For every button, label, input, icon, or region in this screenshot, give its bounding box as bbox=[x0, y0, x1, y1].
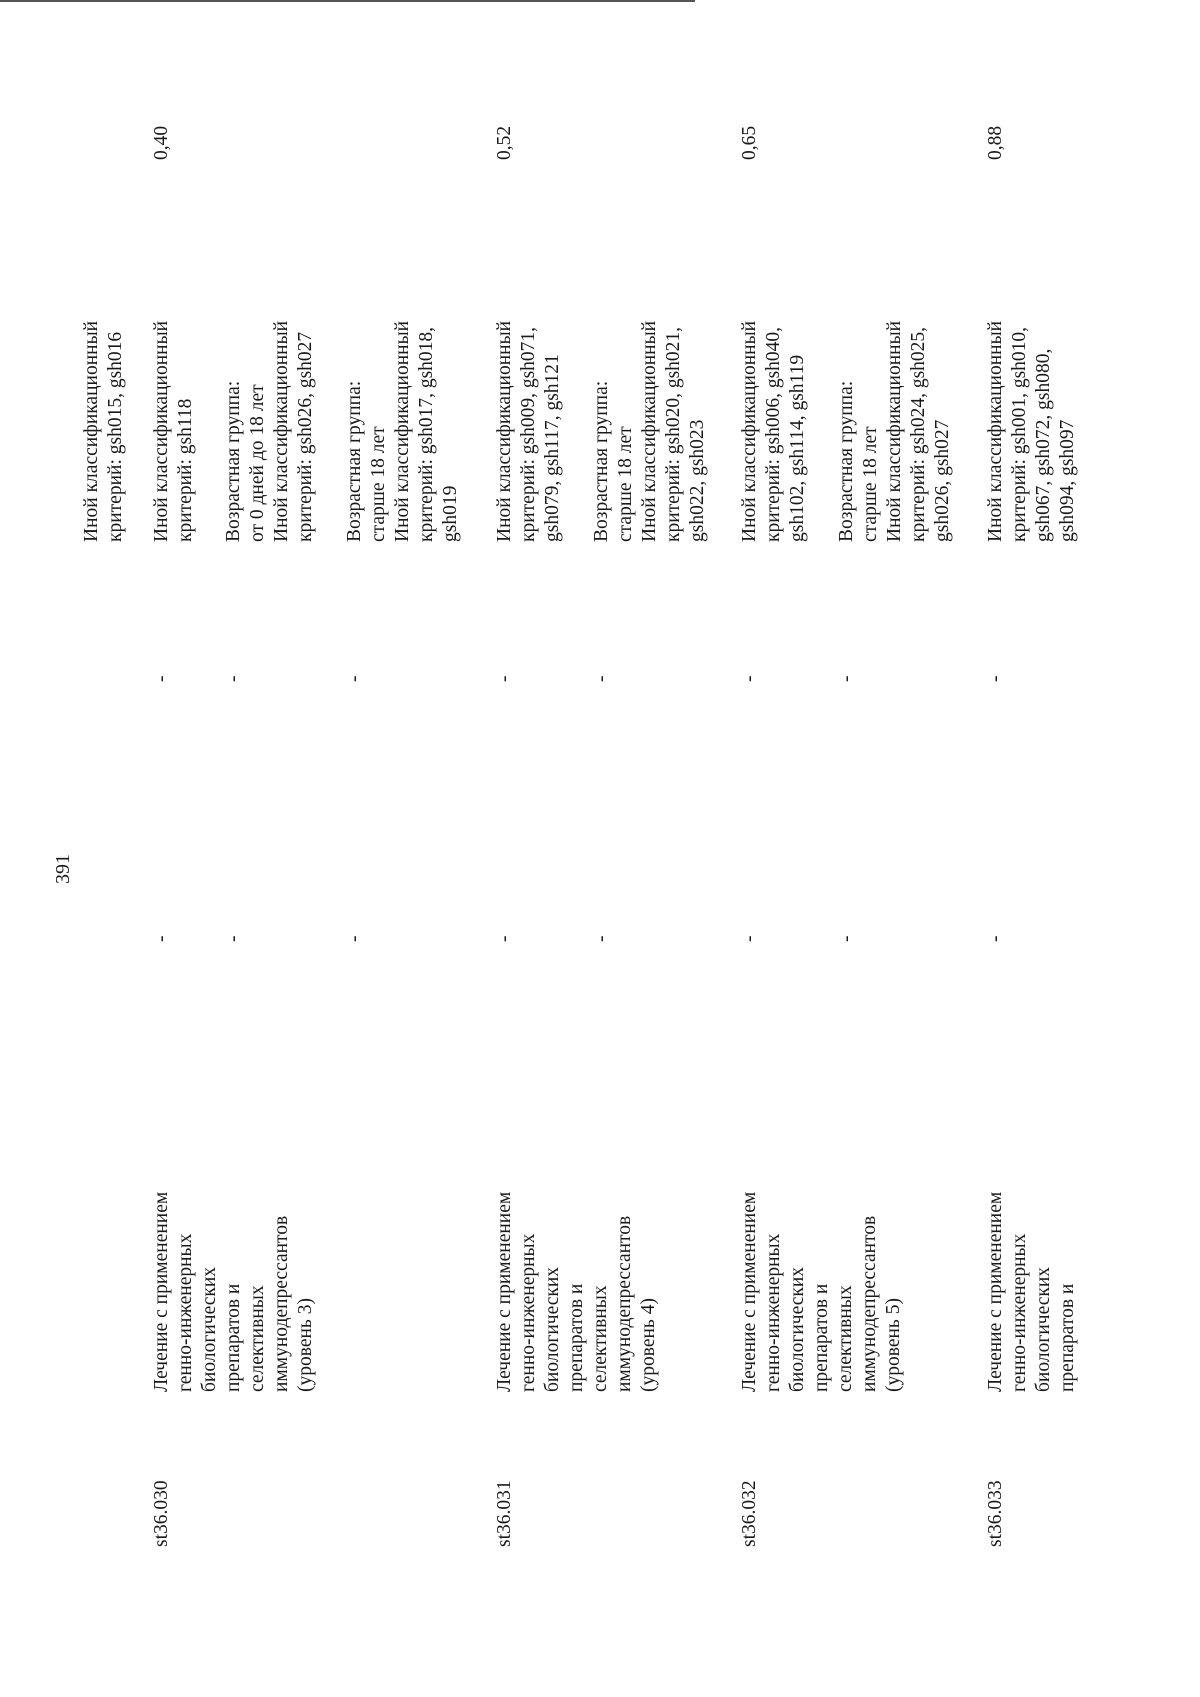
criterion-dash-1: - bbox=[739, 935, 760, 942]
criterion-dash-1: - bbox=[151, 935, 172, 942]
criterion-text: Иной классификационный критерий: gsh001, gsh010, gsh067, gsh072, gsh080, gsh094, gsh097 bbox=[985, 320, 1078, 542]
page-number: 391 bbox=[52, 854, 74, 884]
criterion-dash-2: - bbox=[494, 675, 515, 682]
row-name: Лечение с применением генно-инженерных биологических препаратов и селективных иммунодепрессантов (уровень 5) bbox=[739, 1191, 904, 1392]
criterion-dash-2: - bbox=[836, 675, 857, 682]
criterion-dash-1: - bbox=[836, 935, 857, 942]
row-name: Лечение с применением генно-инженерных биологических препаратов и селективных иммунодепрессантов (уровень 3) bbox=[151, 1191, 316, 1392]
row-name: Лечение с применением генно-инженерных биологических препаратов и bbox=[985, 1191, 1078, 1392]
criterion-dash-1: - bbox=[494, 935, 515, 942]
criterion-dash-2: - bbox=[344, 675, 365, 682]
row-code: st36.033 bbox=[985, 1480, 1006, 1547]
row-coefficient: 0,65 bbox=[739, 125, 760, 160]
criterion-text: Иной классификационный критерий: gsh006, gsh040, gsh102, gsh114, gsh119 bbox=[739, 320, 808, 542]
criterion-dash-1: - bbox=[344, 935, 365, 942]
criterion-dash-1: - bbox=[985, 935, 1006, 942]
criterion-dash-2: - bbox=[223, 675, 244, 682]
criterion-dash-2: - bbox=[591, 675, 612, 682]
row-code: st36.030 bbox=[151, 1480, 172, 1547]
row-coefficient: 0,52 bbox=[494, 125, 515, 160]
criterion-dash-2: - bbox=[985, 675, 1006, 682]
row-coefficient: 0,40 bbox=[151, 125, 172, 160]
criterion-text: Иной классификационный критерий: gsh009, gsh071, gsh079, gsh117, gsh121 bbox=[494, 320, 563, 542]
row-code: st36.032 bbox=[739, 1480, 760, 1547]
row-code: st36.031 bbox=[494, 1480, 515, 1547]
criterion-text: Иной классификационный критерий: gsh015, gsh016 bbox=[81, 320, 126, 542]
row-name: Лечение с применением генно-инженерных биологических препаратов и селективных иммунодепрессантов (уровень 4) bbox=[494, 1191, 659, 1392]
criterion-text: Иной классификационный критерий: gsh118 bbox=[151, 320, 196, 542]
criterion-dash-1: - bbox=[223, 935, 244, 942]
criterion-text: Возрастная группа: старше 18 лет Иной классификационный критерий: gsh020, gsh021, gsh022, gsh023 bbox=[591, 320, 708, 542]
row-coefficient: 0,88 bbox=[985, 125, 1006, 160]
criterion-dash-2: - bbox=[151, 675, 172, 682]
criterion-text: Возрастная группа: старше 18 лет Иной классификационный критерий: gsh024, gsh025, gsh026, gsh027 bbox=[836, 320, 953, 542]
criterion-dash-2: - bbox=[739, 675, 760, 682]
criterion-text: Возрастная группа: от 0 дней до 18 лет Иной классификационный критерий: gsh026, gsh027 bbox=[223, 320, 316, 542]
criterion-text: Возрастная группа: старше 18 лет Иной классификационный критерий: gsh017, gsh018, gsh019 bbox=[344, 320, 461, 542]
criterion-dash-1: - bbox=[591, 935, 612, 942]
